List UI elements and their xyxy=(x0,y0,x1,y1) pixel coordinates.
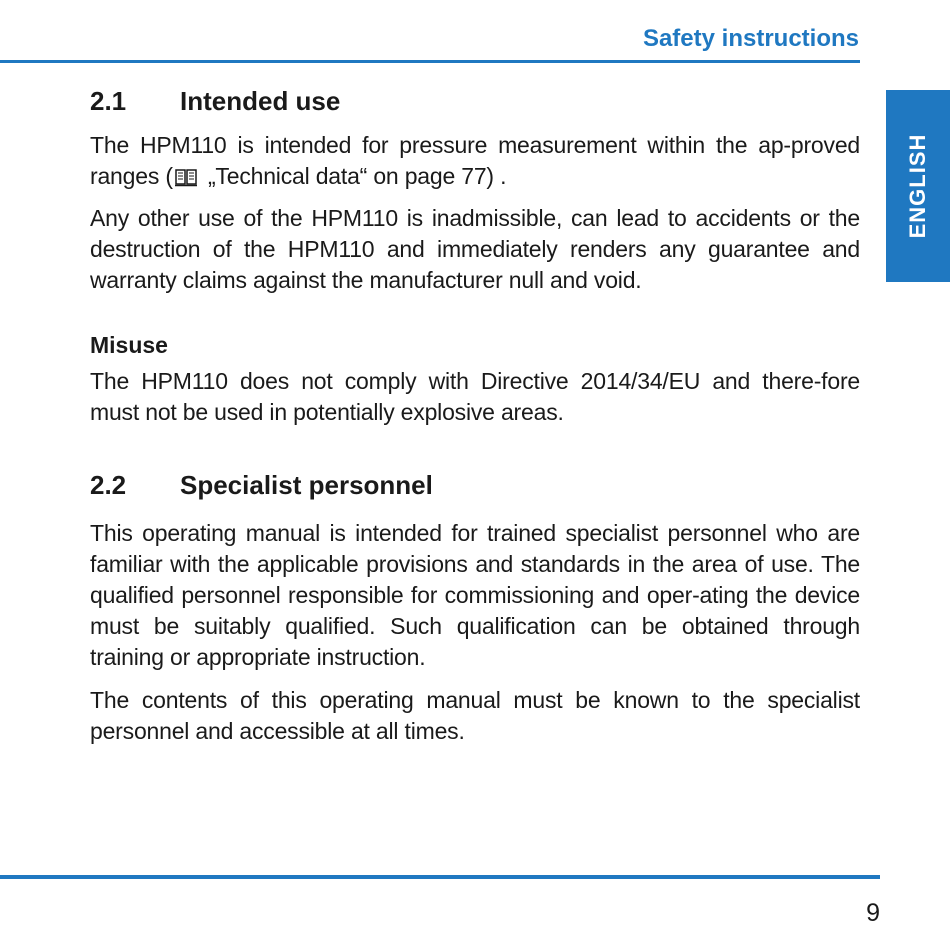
section-heading-intended-use xyxy=(90,84,860,118)
intended-use-text-start: The HPM110 is intended for pressure measurement within the ap-proved ranges ( xyxy=(90,132,860,189)
page-number: 9 xyxy=(866,899,880,927)
section-number: 2.1 xyxy=(90,86,127,116)
misuse-paragraph: The HPM110 does not comply with Directive 2014/34/EU and there-fore must not be used in potentially explosive areas. xyxy=(90,368,860,425)
section-title: Intended use xyxy=(180,86,341,116)
section-number: 2.2 xyxy=(90,470,127,500)
intended-use-paragraph xyxy=(90,130,860,192)
specialist-personnel-paragraph: This operating manual is intended for trained specialist personnel who are familiar with the applicable provisions and standards in the area of use. The qualified personnel responsible for commissioning and oper-ating the device must be suitably qualified. Such qualification can be obtained through training or appropriate instruction. xyxy=(90,520,860,670)
misuse-heading: Misuse xyxy=(90,332,168,358)
section-heading-specialist-personnel xyxy=(90,468,860,502)
page-content xyxy=(90,84,860,747)
intended-use-text-end: „Technical data“ on page 77) . xyxy=(201,163,507,189)
inadmissible-use-paragraph: Any other use of the HPM110 is inadmissible, can lead to accidents or the destruction of the HPM110 and immediately renders any guarantee and warranty claims against the manufacturer null and void. xyxy=(90,205,860,293)
book-icon xyxy=(174,167,198,187)
language-tab-label: ENGLISH xyxy=(905,133,930,239)
section-title: Specialist personnel xyxy=(180,470,433,500)
manual-contents-paragraph: The contents of this operating manual must be known to the specialist personnel and accessible at all times. xyxy=(90,687,860,744)
running-header-title: Safety instructions xyxy=(642,25,859,52)
language-tab xyxy=(886,90,950,282)
footer-divider xyxy=(0,875,880,879)
header-divider xyxy=(0,60,860,63)
